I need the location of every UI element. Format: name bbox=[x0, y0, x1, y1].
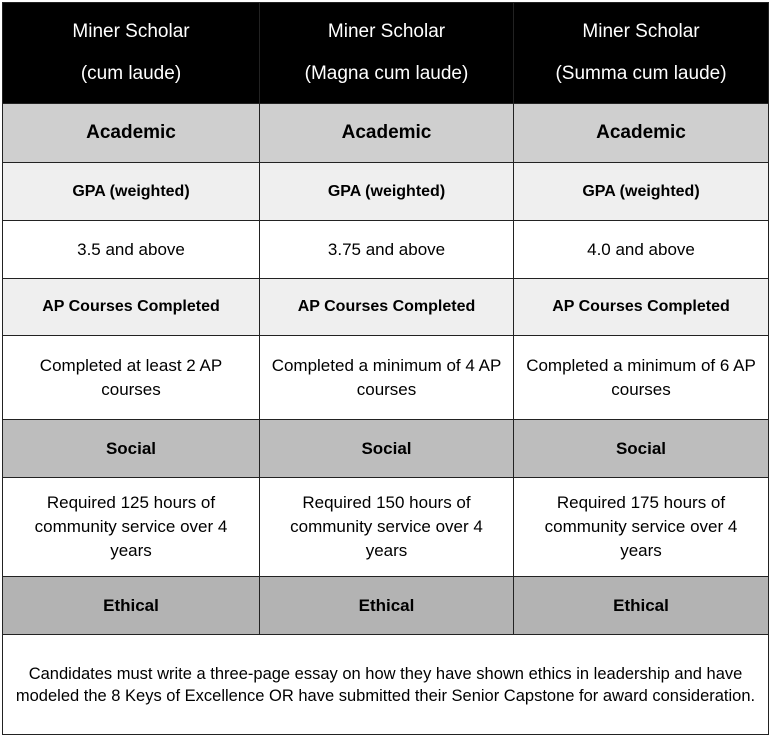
gpa-value: 4.0 and above bbox=[514, 221, 769, 279]
social-heading: Social bbox=[514, 420, 769, 478]
gpa-value: 3.75 and above bbox=[260, 221, 514, 279]
ethical-row bbox=[3, 577, 769, 635]
scholar-requirements-table bbox=[2, 2, 769, 735]
header-title: Miner Scholar bbox=[582, 21, 700, 42]
gpa-label-row bbox=[3, 163, 769, 221]
ap-value: Completed a minimum of 6 AP courses bbox=[514, 336, 769, 420]
social-row bbox=[3, 420, 769, 478]
ap-value: Completed a minimum of 4 AP courses bbox=[260, 336, 514, 420]
footer-note: Candidates must write a three-page essay on how they have shown ethics in leadership and have modeled the 8 Keys of Excellence OR have submitted their Senior Capstone for award consideration. bbox=[3, 635, 769, 735]
academic-heading: Academic bbox=[514, 104, 769, 163]
ethical-heading: Ethical bbox=[260, 577, 514, 635]
service-value: Required 150 hours of community service over 4 years bbox=[260, 478, 514, 577]
social-heading: Social bbox=[260, 420, 514, 478]
gpa-label: GPA (weighted) bbox=[260, 163, 514, 221]
gpa-value-row bbox=[3, 221, 769, 279]
service-value-row bbox=[3, 478, 769, 577]
social-heading: Social bbox=[3, 420, 260, 478]
service-value: Required 125 hours of community service over 4 years bbox=[3, 478, 260, 577]
ethical-heading: Ethical bbox=[514, 577, 769, 635]
academic-row bbox=[3, 104, 769, 163]
gpa-value: 3.5 and above bbox=[3, 221, 260, 279]
academic-heading: Academic bbox=[260, 104, 514, 163]
ap-label-row bbox=[3, 279, 769, 336]
ap-value-row bbox=[3, 336, 769, 420]
header-row bbox=[3, 3, 769, 104]
header-magna-cum-laude bbox=[260, 3, 514, 104]
ap-label: AP Courses Completed bbox=[514, 279, 769, 336]
header-cum-laude bbox=[3, 3, 260, 104]
header-title: Miner Scholar bbox=[72, 21, 190, 42]
ap-label: AP Courses Completed bbox=[3, 279, 260, 336]
ap-value: Completed at least 2 AP courses bbox=[3, 336, 260, 420]
academic-heading: Academic bbox=[3, 104, 260, 163]
gpa-label: GPA (weighted) bbox=[514, 163, 769, 221]
header-level: (Magna cum laude) bbox=[304, 63, 469, 84]
ap-label: AP Courses Completed bbox=[260, 279, 514, 336]
ethical-heading: Ethical bbox=[3, 577, 260, 635]
service-value: Required 175 hours of community service over 4 years bbox=[514, 478, 769, 577]
footer-note-row bbox=[3, 635, 769, 735]
header-level: (cum laude) bbox=[80, 63, 182, 84]
header-level: (Summa cum laude) bbox=[555, 63, 727, 84]
header-title: Miner Scholar bbox=[327, 21, 446, 42]
header-summa-cum-laude bbox=[514, 3, 769, 104]
gpa-label: GPA (weighted) bbox=[3, 163, 260, 221]
